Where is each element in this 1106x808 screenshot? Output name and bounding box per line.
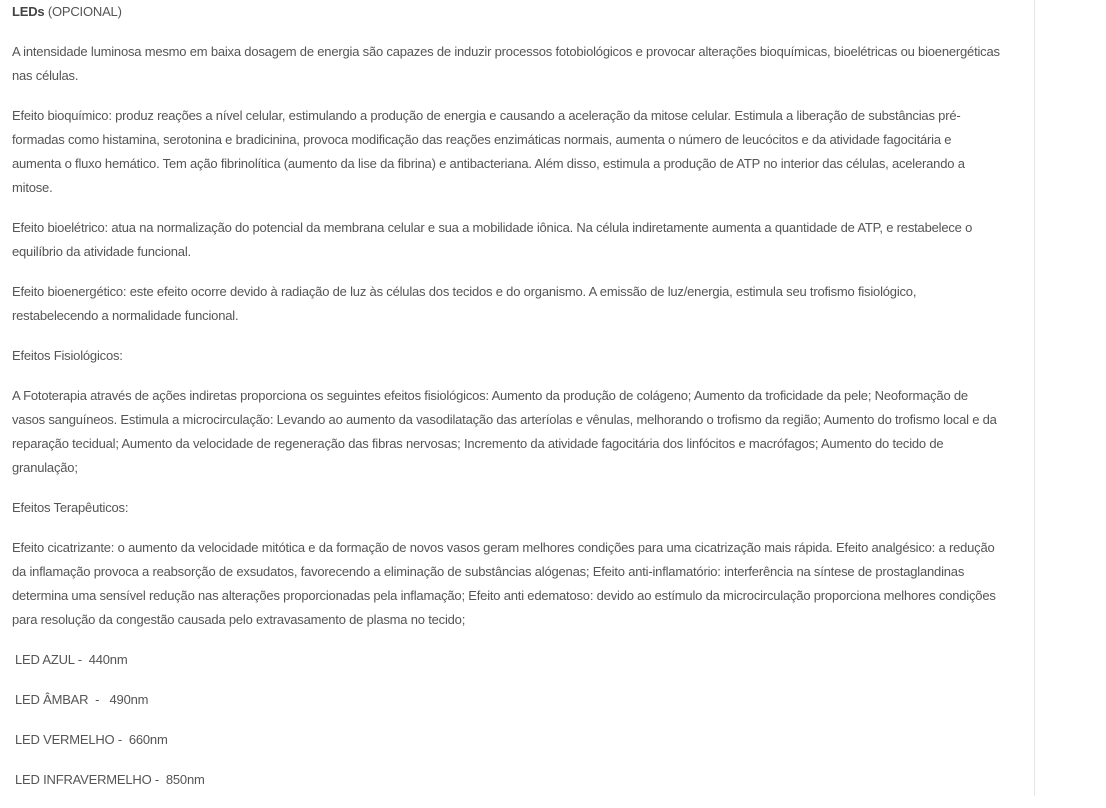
led-item-blue: LED AZUL - 440nm — [15, 652, 128, 667]
sidebar-divider — [1034, 0, 1035, 796]
led-item-amber: LED ÂMBAR - 490nm — [15, 692, 149, 707]
bioelectric-effect-paragraph: Efeito bioelétrico: atua na normalização do potencial da membrana celular e sua a mobilidade iônica. Na célula indiretamente aumenta a quantidade de ATP, e restabelece o equilíbrio da atividade funcional. — [12, 220, 973, 259]
led-item-infrared: LED INFRAVERMELHO - 850nm — [15, 772, 205, 787]
section-title: LEDs — [12, 4, 45, 19]
therapeutic-effects-paragraph: Efeito cicatrizante: o aumento da velocidade mitótica e da formação de novos vasos geram melhores condições para uma cicatrização mais rápida. Efeito analgésico: a redução da inflamação provoca a reabsorção de exsudatos, favorecendo a eliminação de substâncias alógenas; Efeito anti-inflamatório: interferência na síntese de prostaglandinas determina uma sensível redução nas alterações proporcionadas pela inflamação; Efeito anti edematoso: devido ao estímulo da microcirculação proporciona melhores condições para resolução da congestão causada pelo extravasamento de plasma no tecido; — [12, 540, 996, 627]
bioenergetic-effect-paragraph: Efeito bioenergético: este efeito ocorre devido à radiação de luz às células dos tecidos e do organismo. A emissão de luz/energia, estimula seu trofismo fisiológico, restabelecendo a normalidade funcional. — [12, 284, 917, 323]
biochemical-effect-paragraph: Efeito bioquímico: produz reações a nível celular, estimulando a produção de energia e causando a aceleração da mitose celular. Estimula a liberação de substâncias pré-formadas como histamina, serotonina e bradicinina, provoca modificação das reações enzimáticas normais, aumenta o número de leucócitos e da atividade fagocitária e aumenta o fluxo hemático. Tem ação fibrinolítica (aumento da lise da fibrina) e antibacteriana. Além disso, estimula a produção de ATP no interior das células, acelerando a mitose. — [12, 108, 965, 195]
section-title-suffix: (OPCIONAL) — [47, 4, 122, 19]
intro-paragraph: A intensidade luminosa mesmo em baixa dosagem de energia são capazes de induzir processos fotobiológicos e provocar alterações bioquímicas, bioelétricas ou bioenergéticas nas células. — [12, 44, 1000, 83]
section-heading — [12, 0, 1002, 24]
physiological-effects-paragraph: A Fototerapia através de ações indiretas proporciona os seguintes efeitos fisiológicos: Aumento da produção de colágeno; Aumento da troficidade da pele; Neoformação de vasos sanguíneos. Estimula a microcirculação: Levando ao aumento da vasodilatação das arteríolas e vênulas, melhorando o trofismo da região; Aumento do trofismo local e da reparação tecidual; Aumento da velocidade de regeneração das fibras nervosas; Incremento da atividade fagocitária dos linfócitos e macrófagos; Aumento do tecido de granulação; — [12, 388, 997, 475]
physiological-effects-heading: Efeitos Fisiológicos: — [12, 348, 123, 363]
therapeutic-effects-heading: Efeitos Terapêuticos: — [12, 500, 129, 515]
article-content — [12, 0, 1002, 808]
led-item-red: LED VERMELHO - 660nm — [15, 732, 168, 747]
